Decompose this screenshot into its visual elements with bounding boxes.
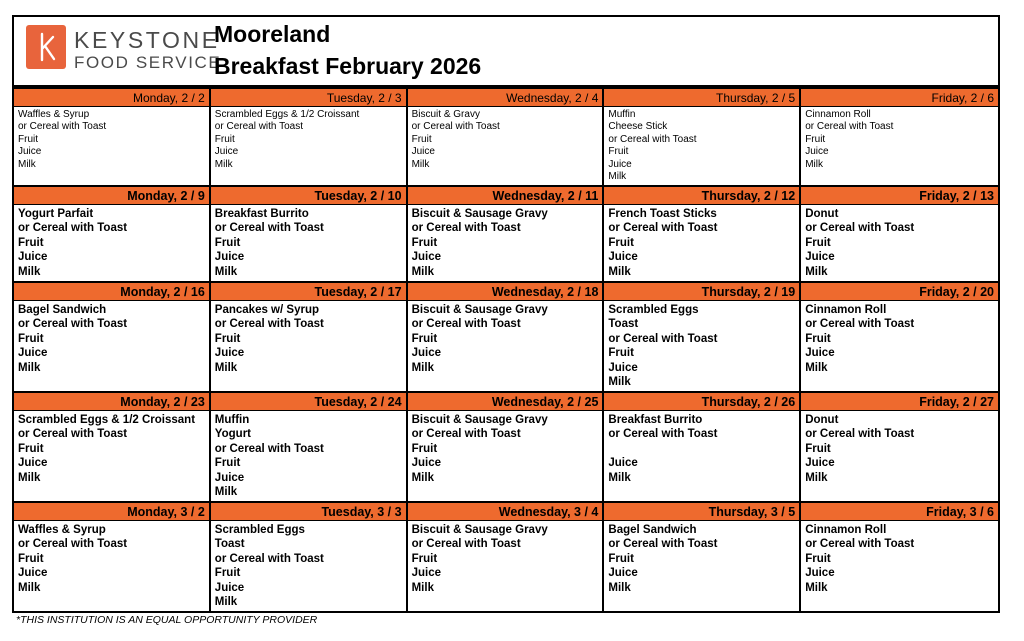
day-menu-cell bbox=[14, 301, 211, 393]
menu-item: Fruit bbox=[608, 552, 634, 565]
menu-item: Yogurt bbox=[214, 428, 251, 441]
menu-item: Cinnamon Roll bbox=[805, 304, 887, 316]
school-title: Mooreland bbox=[214, 21, 331, 47]
menu-item: Juice bbox=[18, 347, 48, 360]
menu-item: or Cereal with Toast bbox=[608, 428, 718, 441]
menu-item: Juice bbox=[18, 457, 48, 470]
day-menu-cell bbox=[801, 301, 998, 393]
day-header: Tuesday, 2 / 3 bbox=[211, 89, 408, 107]
day-header: Monday, 3 / 2 bbox=[14, 503, 211, 521]
menu-item: Fruit bbox=[411, 236, 438, 249]
menu-item: Milk bbox=[805, 581, 828, 594]
day-header: Wednesday, 2 / 25 bbox=[408, 393, 605, 411]
menu-header bbox=[14, 17, 998, 89]
menu-item: Pancakes w/ Syrup bbox=[214, 304, 319, 316]
menu-item: Fruit bbox=[18, 332, 44, 345]
day-header: Monday, 2 / 16 bbox=[14, 283, 211, 301]
menu-item: Cinnamon Roll bbox=[805, 524, 887, 536]
menu-item: Juice bbox=[214, 581, 245, 594]
menu-item: Milk bbox=[608, 171, 627, 183]
menu-item: Scrambled Eggs bbox=[214, 524, 305, 536]
menu-item: Juice bbox=[214, 146, 239, 158]
menu-item bbox=[608, 442, 795, 456]
menu-item: Milk bbox=[411, 361, 434, 374]
menu-item: Juice bbox=[411, 457, 442, 470]
day-header: Monday, 2 / 2 bbox=[14, 89, 211, 107]
day-header: Monday, 2 / 23 bbox=[14, 393, 211, 411]
menu-item: Bagel Sandwich bbox=[18, 304, 107, 316]
menu-sheet bbox=[12, 15, 1000, 613]
menu-item: Juice bbox=[805, 347, 835, 360]
menu-item: Muffin bbox=[214, 414, 250, 426]
menu-item: or Cereal with Toast bbox=[18, 428, 128, 441]
day-menu-cell bbox=[14, 411, 211, 503]
day-menu-cell bbox=[408, 205, 605, 283]
menu-calendar-grid bbox=[14, 89, 998, 613]
day-menu-cell bbox=[604, 107, 801, 187]
menu-item: Fruit bbox=[805, 236, 831, 249]
day-menu-cell bbox=[211, 205, 408, 283]
menu-item: or Cereal with Toast bbox=[214, 552, 324, 565]
menu-item: or Cereal with Toast bbox=[214, 121, 303, 133]
day-header: Friday, 2 / 20 bbox=[801, 283, 998, 301]
menu-item: Fruit bbox=[411, 552, 438, 565]
menu-item: Juice bbox=[214, 251, 245, 264]
menu-item: Milk bbox=[18, 361, 41, 374]
menu-item: Fruit bbox=[411, 133, 432, 145]
menu-item: Fruit bbox=[608, 347, 634, 360]
day-menu-cell bbox=[14, 521, 211, 613]
menu-item: Fruit bbox=[805, 552, 831, 565]
day-header: Thursday, 2 / 26 bbox=[604, 393, 801, 411]
menu-item: Fruit bbox=[805, 442, 831, 455]
menu-item: Waffles & Syrup bbox=[18, 524, 106, 536]
menu-item: Milk bbox=[411, 581, 434, 594]
day-header: Wednesday, 2 / 18 bbox=[408, 283, 605, 301]
day-header: Friday, 2 / 27 bbox=[801, 393, 998, 411]
day-header: Tuesday, 2 / 17 bbox=[211, 283, 408, 301]
day-menu-cell bbox=[211, 521, 408, 613]
menu-item: Juice bbox=[805, 567, 835, 580]
menu-item: Fruit bbox=[608, 236, 634, 249]
menu-item: or Cereal with Toast bbox=[18, 121, 107, 133]
menu-item: or Cereal with Toast bbox=[805, 222, 915, 235]
menu-item: Milk bbox=[18, 158, 36, 170]
menu-item: Fruit bbox=[411, 442, 438, 455]
menu-item: Juice bbox=[805, 251, 835, 264]
menu-item: Scrambled Eggs & 1/2 Croissant bbox=[214, 109, 360, 120]
menu-item: Fruit bbox=[805, 332, 831, 345]
menu-item: Juice bbox=[214, 347, 245, 360]
menu-item: Milk bbox=[18, 265, 41, 278]
menu-item: or Cereal with Toast bbox=[805, 318, 915, 331]
menu-item: Fruit bbox=[214, 332, 241, 345]
menu-item: Biscuit & Sausage Gravy bbox=[411, 414, 548, 426]
menu-item: Donut bbox=[805, 208, 839, 220]
menu-item: Juice bbox=[608, 158, 632, 170]
day-header: Thursday, 3 / 5 bbox=[604, 503, 801, 521]
day-menu-cell bbox=[211, 411, 408, 503]
menu-item: Milk bbox=[214, 158, 233, 170]
menu-item: Fruit bbox=[18, 442, 44, 455]
day-header: Wednesday, 2 / 11 bbox=[408, 187, 605, 205]
menu-item: or Cereal with Toast bbox=[608, 538, 718, 551]
day-menu-cell bbox=[408, 301, 605, 393]
keystone-logo-icon bbox=[26, 25, 66, 69]
menu-item: Scrambled Eggs & 1/2 Croissant bbox=[18, 414, 196, 426]
menu-item: Milk bbox=[608, 471, 631, 484]
day-menu-cell bbox=[801, 411, 998, 503]
menu-item: Milk bbox=[805, 361, 828, 374]
menu-item: or Cereal with Toast bbox=[608, 133, 697, 145]
menu-item: Fruit bbox=[411, 332, 438, 345]
day-menu-cell bbox=[604, 521, 801, 613]
menu-item: Biscuit & Sausage Gravy bbox=[411, 304, 548, 316]
day-header: Friday, 3 / 6 bbox=[801, 503, 998, 521]
menu-item: Biscuit & Sausage Gravy bbox=[411, 208, 548, 220]
menu-item: French Toast Sticks bbox=[608, 208, 717, 220]
menu-item: or Cereal with Toast bbox=[411, 121, 500, 133]
menu-item: Milk bbox=[214, 361, 238, 374]
menu-item: or Cereal with Toast bbox=[805, 428, 915, 441]
day-header: Thursday, 2 / 5 bbox=[604, 89, 801, 107]
menu-item: Juice bbox=[411, 567, 442, 580]
menu-item: Juice bbox=[411, 251, 442, 264]
menu-item: Milk bbox=[18, 581, 41, 594]
day-header: Wednesday, 2 / 4 bbox=[408, 89, 605, 107]
day-menu-cell bbox=[604, 411, 801, 503]
day-menu-cell bbox=[211, 107, 408, 187]
menu-item: Waffles & Syrup bbox=[18, 109, 90, 120]
menu-item: Fruit bbox=[214, 567, 241, 580]
menu-item: Cinnamon Roll bbox=[805, 109, 871, 120]
menu-item: or Cereal with Toast bbox=[18, 222, 128, 235]
menu-item: Milk bbox=[18, 471, 41, 484]
menu-item: or Cereal with Toast bbox=[214, 442, 324, 455]
menu-item: Milk bbox=[805, 471, 828, 484]
day-menu-cell bbox=[14, 205, 211, 283]
menu-item: Milk bbox=[214, 265, 238, 278]
menu-item: Biscuit & Sausage Gravy bbox=[411, 524, 548, 536]
menu-item: or Cereal with Toast bbox=[805, 121, 894, 133]
menu-item: Juice bbox=[608, 567, 638, 580]
menu-item: Scrambled Eggs bbox=[608, 304, 699, 316]
menu-item: Fruit bbox=[18, 133, 38, 145]
menu-item: Milk bbox=[214, 596, 238, 609]
menu-item: Fruit bbox=[18, 552, 44, 565]
menu-item: or Cereal with Toast bbox=[18, 318, 128, 331]
menu-item: Milk bbox=[411, 265, 434, 278]
menu-item: Biscuit & Gravy bbox=[411, 109, 480, 120]
menu-item: Milk bbox=[608, 581, 631, 594]
day-menu-cell bbox=[408, 521, 605, 613]
day-header: Thursday, 2 / 12 bbox=[604, 187, 801, 205]
menu-item: Fruit bbox=[214, 236, 241, 249]
menu-item: Fruit bbox=[18, 236, 44, 249]
menu-item: Fruit bbox=[214, 457, 241, 470]
menu-item: Breakfast Burrito bbox=[608, 414, 703, 426]
menu-item: Juice bbox=[18, 567, 48, 580]
menu-title: Breakfast February 2026 bbox=[214, 53, 482, 79]
menu-item: Juice bbox=[805, 146, 829, 158]
day-menu-cell bbox=[211, 301, 408, 393]
menu-item: Milk bbox=[805, 265, 828, 278]
menu-item: Donut bbox=[805, 414, 839, 426]
menu-item: Juice bbox=[411, 146, 435, 158]
menu-item: Cheese Stick bbox=[608, 121, 668, 133]
menu-item: or Cereal with Toast bbox=[608, 332, 718, 345]
brand-subtitle: FOOD SERVICE bbox=[74, 53, 222, 72]
menu-item: Juice bbox=[411, 347, 442, 360]
menu-item: Juice bbox=[214, 471, 245, 484]
menu-item: Juice bbox=[608, 457, 638, 470]
menu-item: Juice bbox=[18, 146, 42, 158]
menu-item: Juice bbox=[805, 457, 835, 470]
day-header: Monday, 2 / 9 bbox=[14, 187, 211, 205]
menu-item: or Cereal with Toast bbox=[214, 318, 324, 331]
menu-item: Milk bbox=[411, 471, 434, 484]
menu-item: or Cereal with Toast bbox=[805, 538, 915, 551]
brand-name: KEYSTONE bbox=[74, 27, 220, 53]
menu-item: Breakfast Burrito bbox=[214, 208, 309, 220]
menu-item: Juice bbox=[18, 251, 48, 264]
day-header: Thursday, 2 / 19 bbox=[604, 283, 801, 301]
day-header: Tuesday, 3 / 3 bbox=[211, 503, 408, 521]
day-header: Friday, 2 / 13 bbox=[801, 187, 998, 205]
menu-item: Toast bbox=[214, 538, 245, 551]
menu-item: Milk bbox=[214, 486, 238, 499]
menu-item: Muffin bbox=[608, 109, 636, 120]
day-menu-cell bbox=[801, 205, 998, 283]
day-menu-cell bbox=[604, 205, 801, 283]
day-header: Tuesday, 2 / 10 bbox=[211, 187, 408, 205]
menu-item: or Cereal with Toast bbox=[214, 222, 324, 235]
menu-item: Bagel Sandwich bbox=[608, 524, 697, 536]
day-menu-cell bbox=[604, 301, 801, 393]
day-menu-cell bbox=[408, 411, 605, 503]
menu-item: or Cereal with Toast bbox=[411, 538, 521, 551]
menu-item: Fruit bbox=[805, 133, 826, 145]
day-menu-cell bbox=[408, 107, 605, 187]
day-header: Friday, 2 / 6 bbox=[801, 89, 998, 107]
menu-item: Juice bbox=[608, 251, 638, 264]
menu-item: or Cereal with Toast bbox=[18, 538, 128, 551]
menu-item: Milk bbox=[805, 158, 823, 170]
menu-item: or Cereal with Toast bbox=[411, 318, 521, 331]
day-header: Wednesday, 3 / 4 bbox=[408, 503, 605, 521]
day-header: Tuesday, 2 / 24 bbox=[211, 393, 408, 411]
menu-item: Milk bbox=[608, 265, 631, 278]
menu-item: Milk bbox=[411, 158, 430, 170]
menu-item: Fruit bbox=[608, 146, 629, 158]
menu-item: or Cereal with Toast bbox=[411, 222, 521, 235]
menu-item: Yogurt Parfait bbox=[18, 208, 94, 220]
menu-item: Juice bbox=[608, 361, 638, 374]
menu-item: or Cereal with Toast bbox=[608, 222, 718, 235]
menu-item: Toast bbox=[608, 318, 639, 331]
day-menu-cell bbox=[801, 107, 998, 187]
day-menu-cell bbox=[14, 107, 211, 187]
day-menu-cell bbox=[801, 521, 998, 613]
footer-disclaimer: *THIS INSTITUTION IS AN EQUAL OPPORTUNITY PROVIDER bbox=[16, 614, 318, 626]
menu-item: or Cereal with Toast bbox=[411, 428, 521, 441]
menu-item: Fruit bbox=[214, 133, 235, 145]
menu-item: Milk bbox=[608, 376, 631, 389]
